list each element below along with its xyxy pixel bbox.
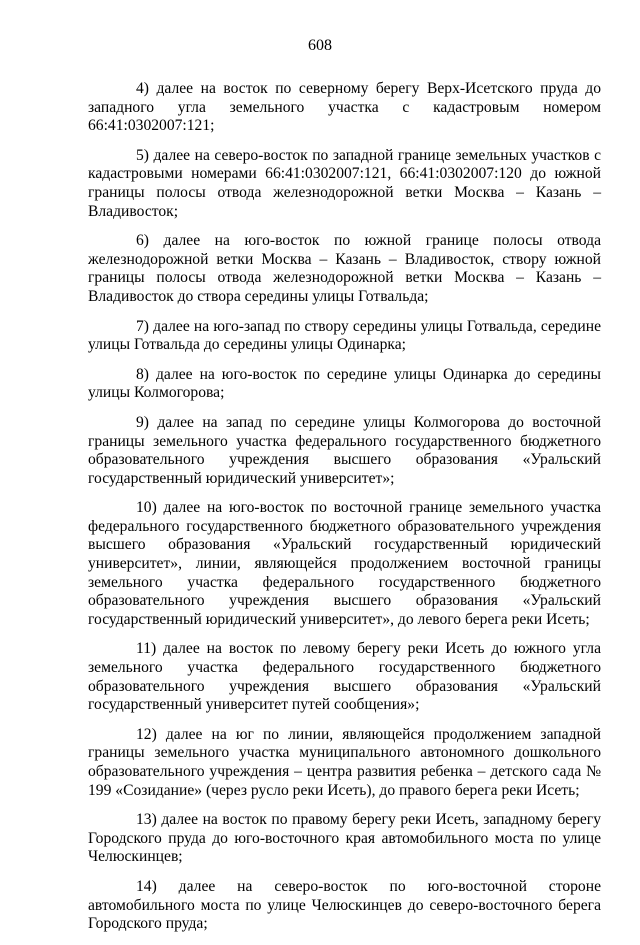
paragraph-item-7: 7) далее на юго-запад по створу середины улицы Готвальда, середине улицы Готвальда до середины улицы Одинарка; [88, 317, 601, 354]
document-body [88, 80, 601, 945]
paragraph-item-9: 9) далее на запад по середине улицы Колмогорова до восточной границы земельного участка федерального государственного бюджетного образовательного учреждения высшего образования «Уральский государственный юридический университет»; [88, 413, 601, 487]
paragraph-item-4: 4) далее на восток по северному берегу Верх-Исетского пруда до западного угла земельного участка с кадастровым номером 66:41:0302007:121; [88, 80, 601, 135]
paragraph-item-14: 14) далее на северо-восток по юго-восточной стороне автомобильного моста по улице Челюскинцев до северо-восточного берега Городского пруда; [88, 877, 601, 933]
paragraph-item-12: 12) далее на юг по линии, являющейся продолжением западной границы земельного участка муниципального автономного дошкольного образовательного учреждения – центра развития ребенка – детского сада № 199 «Созидание» (через русло реки Исеть), до правого берега реки Исеть; [88, 725, 601, 799]
paragraph-item-10: 10) далее на юго-восток по восточной границе земельного участка федерального государственного бюджетного образовательного учреждения высшего образования «Уральский государственный юридический университет», линии, являющейся продолжением восточной границы земельного участка федерального государственного бюджетного образовательного учреждения высшего образования «Уральский государственный юридический университет», до левого берега реки Исеть; [88, 499, 601, 628]
page-number: 608 [308, 37, 332, 54]
paragraph-item-13: 13) далее на восток по правому берегу реки Исеть, западному берегу Городского пруда до юго-восточного края автомобильного моста по улице Челюскинцев; [88, 811, 601, 866]
paragraph-item-5: 5) далее на северо-восток по западной границе земельных участков с кадастровыми номерами 66:41:0302007:121, 66:41:0302007:120 до южной границы полосы отвода железнодорожной ветки Москва – Казань – Владивосток; [88, 146, 601, 220]
paragraph-item-11: 11) далее на восток по левому берегу реки Исеть до южного угла земельного участка федерального государственного бюджетного образовательного учреждения высшего образования «Уральский государственный университет путей сообщения»; [88, 640, 601, 714]
paragraph-item-6: 6) далее на юго-восток по южной границе полосы отвода железнодорожной ветки Москва – Казань – Владивосток, створу южной границы полосы отвода железнодорожной ветки Москва – Казань – Владивосток до створа середины улицы Готвальда; [88, 232, 601, 305]
paragraph-item-8: 8) далее на юго-восток по середине улицы Одинарка до середины улицы Колмогорова; [88, 365, 601, 402]
